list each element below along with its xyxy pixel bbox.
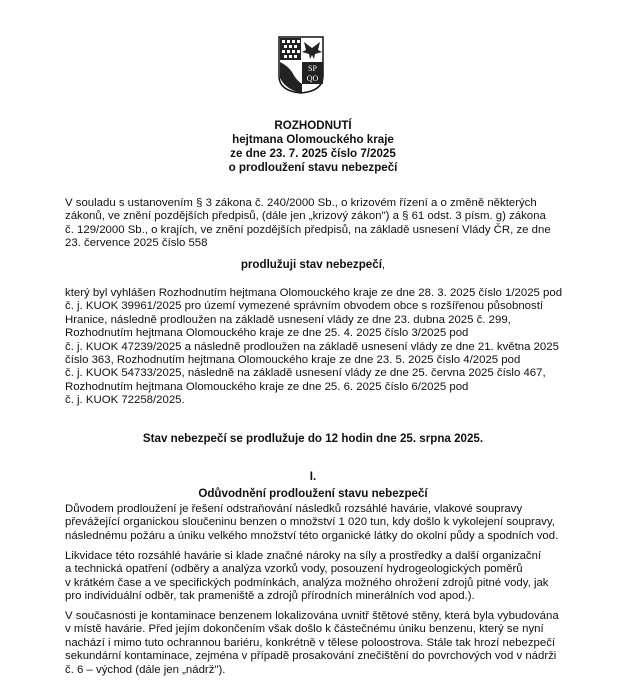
history-line: Rozhodnutím hejtmana Olomouckého kraje ze dne 25. 6. 2025 číslo 6/2025 pod <box>65 380 469 393</box>
history-line: č. j. KUOK 54733/2025, následně na základě usnesení vlády ze dne 25. června 2025 číslo 467, <box>65 367 546 380</box>
intro-line: zákonů, ve znění pozdějších předpisů, (dále jen „krizový zákon") a § 61 odst. 3 písm. g) zákona <box>65 210 546 223</box>
subject-line: o prodloužení stavu nebezpečí <box>228 161 398 174</box>
paragraph-line: v místě havárie. Před jejím dokončením však došlo k částečnému úniku benzenu, který se nyní <box>65 623 544 636</box>
issuer-line: hejtmana Olomouckého kraje <box>232 133 394 146</box>
section-title: Odůvodnění prodloužení stavu nebezpečí <box>198 487 428 500</box>
history-line: č. j. KUOK 72258/2025. <box>65 394 185 407</box>
history-line: Rozhodnutím hejtmana Olomouckého kraje ze dne 25. 4. 2025 číslo 3/2025 pod <box>65 327 469 340</box>
paragraph-line: převážející organickou sloučeninu benzen o množství 1 020 tun, kdy došlo k vykolejení soupravy, <box>65 516 555 529</box>
intro-line: 23. července 2025 číslo 558 <box>65 237 208 250</box>
svg-text:QO: QO <box>306 74 319 83</box>
paragraph-line: nachází i mimo tuto ochrannou bariéru, konkrétně v tělese poloostrova. Stále tak hrozí nebezpečí <box>65 636 556 649</box>
paragraph-line: V současnosti je kontaminace benzenem lokalizována uvnitř štětové stěny, která byla vybudována <box>65 610 559 622</box>
paragraph-line: v krátkém čase a ve specifických podmínkách, analýza možného ohrožení zdrojů pitné vody, jak <box>65 576 549 589</box>
paragraph-line: č. 6 – východ (dále jen „nádrž"). <box>65 663 226 676</box>
paragraph-line: pro individuální odběr, tak prameniště a zdrojů přírodních minerálních vod apod.). <box>65 590 475 603</box>
history-line: č. j. KUOK 39961/2025 pro území vymezené správním obvodem obce s rozšířenou působností <box>65 300 544 313</box>
decision-bold: prodlužuji stav nebezpečí <box>240 258 382 271</box>
reason-paragraph-3 <box>65 610 583 677</box>
intro-line: V souladu s ustanovením § 3 zákona č. 240/2000 Sb., o krizovém řízení a o změně některých <box>65 197 537 209</box>
history-paragraph <box>65 287 583 408</box>
paragraph-line: následnému požáru a úniku velkého množství této organické látky do okolní půdy a spodních vod. <box>65 529 559 542</box>
history-line: č. j. KUOK 47239/2025 a následně prodloužen na základě usnesení vlády ze dne 21. května 2025 <box>65 340 559 353</box>
history-line: Hranice, následně prodloužen na základě usnesení vlády ze dne 23. dubna 2025 č. 299, <box>65 313 511 326</box>
paragraph-line: Likvidace této rozsáhlé havárie si klade značné nároky na síly a prostředky a další organizační <box>65 550 542 562</box>
intro-line: č. 129/2000 Sb., o krajích, ve znění pozdějších předpisů, na základě usnesení Vlády ČR, ze dne <box>65 223 551 236</box>
intro-paragraph <box>65 197 583 251</box>
reason-paragraph-1 <box>65 503 583 543</box>
olomouc-region-coat-of-arms-icon <box>278 36 324 94</box>
paragraph-line: sekundární kontaminace, zejména v případě prosakování znečištění do povrchových vod v nádrži <box>65 650 557 663</box>
section-number: I. <box>309 470 317 483</box>
decision-tail: , <box>381 258 386 271</box>
paragraph-line: a technická opatření (odběry a analýza vzorků vody, posouzení hydrogeologických poměrů <box>65 563 523 576</box>
decision-statement <box>0 258 626 272</box>
svg-text:SP: SP <box>308 64 317 73</box>
document-title: ROZHODNUTÍ <box>274 119 352 132</box>
date-number-line: ze dne 23. 7. 2025 číslo 7/2025 <box>230 147 396 160</box>
history-line: který byl vyhlášen Rozhodnutím hejtmana Olomouckého kraje ze dne 28. 3. 2025 číslo 1/2025 pod <box>65 287 563 299</box>
history-line: číslo 363, Rozhodnutím hejtmana Olomouckého kraje ze dne 23. 5. 2025 číslo 4/2025 pod <box>65 354 521 367</box>
extension-statement: Stav nebezpečí se prodlužuje do 12 hodin dne 25. srpna 2025. <box>142 432 484 445</box>
reason-paragraph-2 <box>65 550 583 604</box>
paragraph-line: Důvodem prodloužení je řešení odstraňování následků rozsáhlé havárie, vlakové soupravy <box>65 503 523 515</box>
